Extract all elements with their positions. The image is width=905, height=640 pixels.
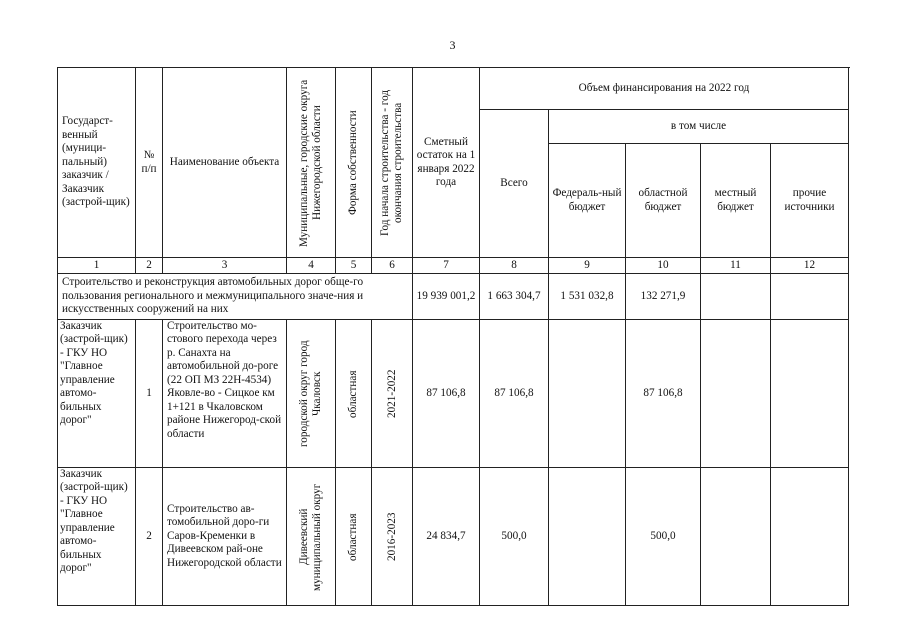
- header-row-1: [58, 68, 849, 110]
- section-title: Строительство и реконструкция автомобильных дорог обще-го пользования регионального и межмуниципального значе-ния и искусственных сооружений на них: [58, 274, 413, 320]
- row-years-text: 2021-2022: [385, 369, 398, 418]
- table-row: [58, 320, 849, 468]
- row-years-text: 2016-2023: [385, 512, 398, 561]
- header-num: № п/п: [136, 68, 163, 258]
- table-row: [58, 468, 849, 606]
- column-number: 12: [771, 258, 849, 274]
- row-district: [287, 468, 336, 606]
- row-other: [771, 468, 849, 606]
- header-years: [372, 68, 413, 258]
- row-federal: [549, 468, 626, 606]
- row-ownership-text: областная: [347, 369, 360, 418]
- column-number: 5: [336, 258, 372, 274]
- column-number: 9: [549, 258, 626, 274]
- column-number: 7: [413, 258, 480, 274]
- row-num: 1: [136, 320, 163, 468]
- column-number: 3: [163, 258, 287, 274]
- header-regional: областной бюджет: [626, 144, 701, 258]
- column-number: 1: [58, 258, 136, 274]
- row-ownership: [336, 320, 372, 468]
- row-customer: Заказчик (застрой-щик) - ГКУ НО "Главное управление автомо-бильных дорог": [58, 320, 136, 468]
- column-number: 2: [136, 258, 163, 274]
- header-ownership-text: Форма собственности: [347, 110, 360, 215]
- row-customer: Заказчик (застрой-щик) - ГКУ НО "Главное управление автомо-бильных дорог": [58, 468, 136, 606]
- header-other: прочие источники: [771, 144, 849, 258]
- row-estimate: 24 834,7: [413, 468, 480, 606]
- page-number: 3: [449, 38, 456, 52]
- row-other: [771, 320, 849, 468]
- column-number: 6: [372, 258, 413, 274]
- row-total: 87 106,8: [480, 320, 549, 468]
- row-regional: 87 106,8: [626, 320, 701, 468]
- section-other: [771, 274, 849, 320]
- header-district: [287, 68, 336, 258]
- row-district-text: Дивеевский муниципальный округ: [298, 482, 323, 591]
- section-row: [58, 274, 849, 320]
- financing-table: [57, 67, 849, 606]
- row-object: Строительство мо-стового перехода через р. Санахта на автомобильной до-роге (22 ОП МЗ 22Н-4534) Яковле-во - Сицкое км 1+121 в Чкаловском районе Нижегород-ской области: [163, 320, 287, 468]
- row-object: Строительство ав-томобильной доро-ги Саров-Кременки в Дивеевском рай-оне Нижегородской области: [163, 468, 287, 606]
- row-years: [372, 320, 413, 468]
- row-district-text: городской округ город Чкаловск: [298, 340, 323, 447]
- header-object: Наименование объекта: [163, 68, 287, 258]
- row-ownership-text: областная: [347, 512, 360, 561]
- row-local: [701, 468, 771, 606]
- row-federal: [549, 320, 626, 468]
- column-number: 10: [626, 258, 701, 274]
- section-local: [701, 274, 771, 320]
- row-local: [701, 320, 771, 468]
- section-regional: 132 271,9: [626, 274, 701, 320]
- column-number: 11: [701, 258, 771, 274]
- column-number-row: [58, 258, 849, 274]
- header-local: местный бюджет: [701, 144, 771, 258]
- row-estimate: 87 106,8: [413, 320, 480, 468]
- column-number: 4: [287, 258, 336, 274]
- row-years: [372, 468, 413, 606]
- header-total: Всего: [480, 110, 549, 258]
- header-estimate: Сметный остаток на 1 января 2022 года: [413, 68, 480, 258]
- row-regional: 500,0: [626, 468, 701, 606]
- header-financing: Объем финансирования на 2022 год: [480, 68, 849, 110]
- header-years-text: Год начала строительства - год окончания строительства: [379, 89, 404, 236]
- row-total: 500,0: [480, 468, 549, 606]
- header-ownership: [336, 68, 372, 258]
- header-federal: Федераль-ный бюджет: [549, 144, 626, 258]
- row-ownership: [336, 468, 372, 606]
- row-district: [287, 320, 336, 468]
- header-including: в том числе: [549, 110, 849, 144]
- header-customer: Государст-венный (муници-пальный) заказчик / Заказчик (застрой-щик): [58, 68, 136, 258]
- section-federal: 1 531 032,8: [549, 274, 626, 320]
- header-district-text: Муниципальные, городские округа Нижегородской области: [298, 78, 323, 247]
- column-number: 8: [480, 258, 549, 274]
- row-num: 2: [136, 468, 163, 606]
- section-estimate: 19 939 001,2: [413, 274, 480, 320]
- section-total: 1 663 304,7: [480, 274, 549, 320]
